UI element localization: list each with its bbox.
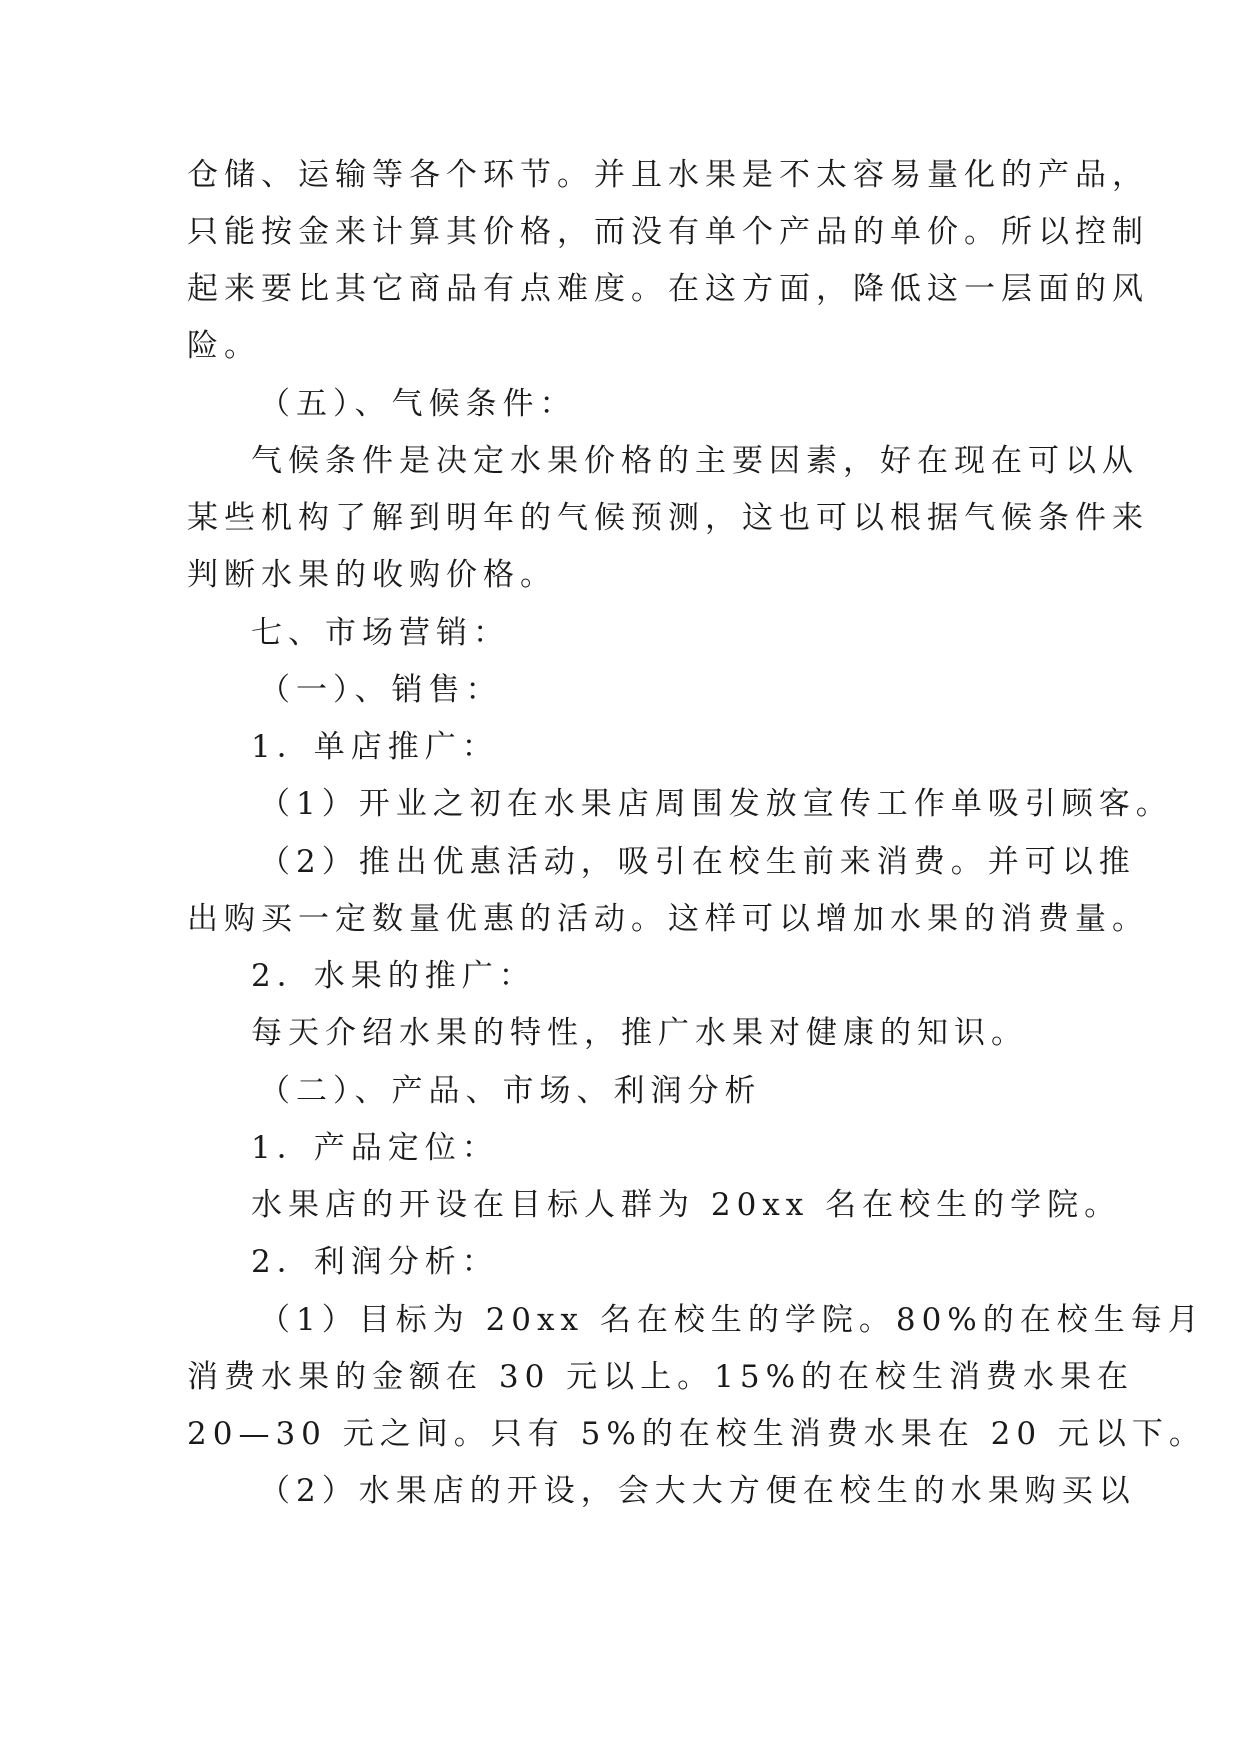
text-line-12: （1）开业之初在水果店周围发放宣传工作单吸引顾客。 [259, 786, 1173, 822]
subheading-store-promotion: 1．单店推广： [251, 729, 499, 765]
subheading-profit: 2．利润分析： [251, 1244, 499, 1280]
text-line-3: 起来要比其它商品有点难度。在这方面，降低这一层面的风 [187, 271, 1149, 307]
text-line-7: 某些机构了解到明年的气候预测，这也可以根据气候条件来 [187, 500, 1149, 536]
text-line-6: 气候条件是决定水果价格的主要因素，好在现在可以从 [251, 443, 1139, 479]
text-line-19: 水果店的开设在目标人群为 20xx 名在校生的学院。 [251, 1187, 1122, 1223]
subheading-positioning: 1．产品定位： [251, 1130, 499, 1166]
text-line-4: 险。 [187, 328, 261, 364]
text-line-8: 判断水果的收购价格。 [187, 557, 557, 593]
subheading-fruit-promotion: 2．水果的推广： [251, 958, 536, 994]
text-line-23: 20—30 元之间。只有 5%的在校生消费水果在 20 元以下。 [187, 1416, 1206, 1452]
text-line-16: 每天介绍水果的特性，推广水果对健康的知识。 [251, 1015, 1028, 1051]
text-line-24: （2）水果店的开设，会大大方便在校生的水果购买以 [259, 1473, 1136, 1509]
text-line-13: （2）推出优惠活动，吸引在校生前来消费。并可以推 [259, 844, 1136, 880]
text-line-22: 消费水果的金额在 30 元以上。15%的在校生消费水果在 [187, 1359, 1135, 1395]
section-heading-sales: （一）、销售： [259, 672, 503, 708]
text-line-14: 出购买一定数量优惠的活动。这样可以增加水果的消费量。 [187, 901, 1149, 937]
section-heading-analysis: （二）、产品、市场、利润分析 [259, 1073, 762, 1109]
text-line-21: （1）目标为 20xx 名在校生的学院。80%的在校生每月 [259, 1302, 1205, 1338]
section-heading-climate: （五）、气候条件： [259, 386, 577, 422]
text-line-2: 只能按金来计算其价格，而没有单个产品的单价。所以控制 [187, 214, 1149, 250]
section-heading-marketing: 七、市场营销： [251, 615, 510, 651]
text-line-1: 仓储、运输等各个环节。并且水果是不太容易量化的产品， [187, 157, 1149, 193]
